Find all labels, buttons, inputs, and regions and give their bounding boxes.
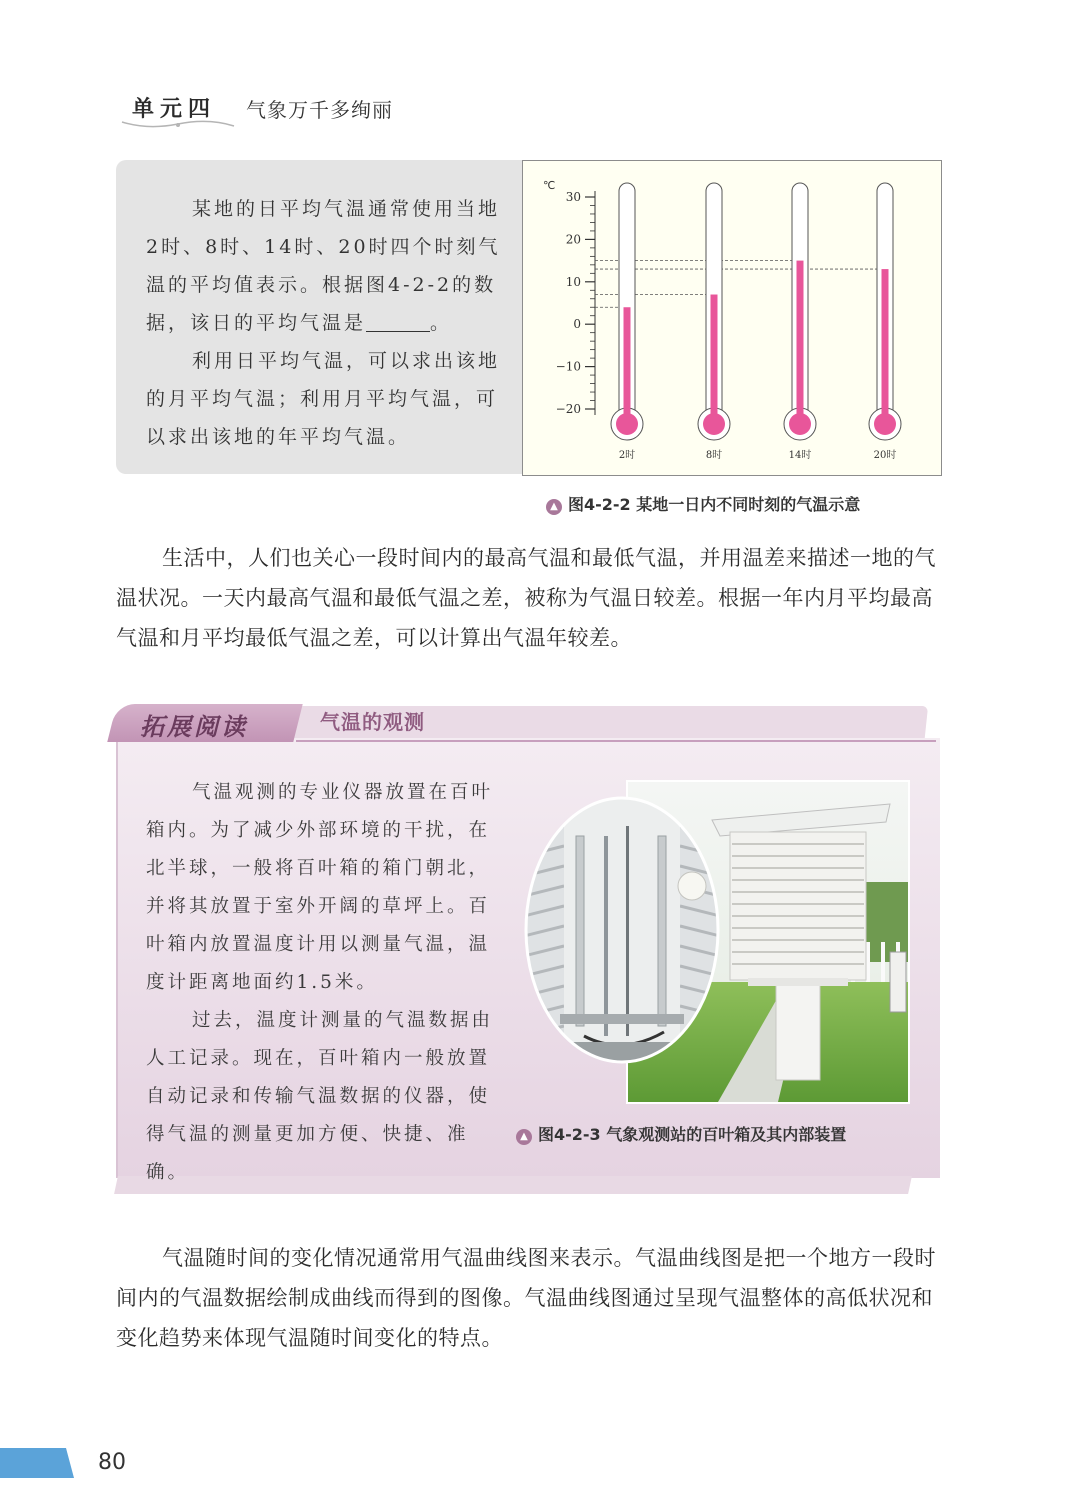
figure-4-2-3-caption-text: 图4-2-3 气象观测站的百叶箱及其内部装置 (538, 1125, 847, 1144)
page-number: 80 (98, 1450, 126, 1475)
exercise-text-part-b: 。 (430, 312, 453, 334)
extended-reading-title: 气温的观测 (320, 710, 425, 734)
decorative-swirl-icon (118, 116, 238, 132)
figure-4-2-2-caption (546, 492, 860, 515)
extended-reading-label: 拓展阅读 (140, 713, 248, 741)
thermometer-mercury-bar (882, 269, 889, 424)
x-category-label: 20时 (873, 450, 897, 461)
extended-reading-paragraph-2: 过去，温度计测量的气温数据由人工记录。现在，百叶箱内一般放置自动记录和传输气温数据的仪器，使得气温的测量更加方便、快捷、准确。 (146, 1010, 494, 1183)
thermometer-mercury-bar (711, 295, 718, 424)
y-tick-label: 10 (565, 274, 581, 289)
extended-reading-divider (296, 740, 936, 742)
unit-label: 单元四 (132, 97, 217, 122)
triangle-icon: ▲ (516, 1129, 532, 1145)
unit-header (118, 86, 518, 136)
exercise-text-part-a: 某地的日平均气温通常使用当地2时、8时、14时、20时四个时刻气温的平均值表示。根据图4-2-2的数据，该日的平均气温是 (146, 198, 501, 334)
y-tick-label: 20 (565, 232, 581, 247)
x-category-label: 8时 (705, 450, 723, 461)
figure-4-2-2-caption-text: 图4-2-2 某地一日内不同时刻的气温示意 (568, 495, 861, 514)
stevenson-screen-interior-inset (524, 796, 720, 1064)
y-tick-label: −10 (555, 359, 581, 374)
thermometer-mercury-bar (797, 261, 804, 424)
x-category-label: 2时 (618, 450, 636, 461)
exercise-paragraph-2: 利用日平均气温，可以求出该地的月平均气温；利用月平均气温，可以求出该地的年平均气温。 (146, 350, 501, 448)
y-tick-label: 0 (573, 317, 581, 332)
y-tick-label: −20 (555, 402, 581, 416)
unit-title: 气象万千多绚丽 (246, 98, 393, 122)
thermometer-mercury-bar (624, 307, 631, 424)
page-tab-marker (0, 1448, 74, 1478)
y-axis-unit: ℃ (543, 179, 556, 192)
body-paragraph-1: 生活中，人们也关心一段时间内的最高气温和最低气温，并用温差来描述一地的气温状况。一天内最高气温和最低气温之差，被称为气温日较差。根据一年内月平均最高气温和月平均最低气温之差，可以计算出气温年较差。 (116, 546, 936, 650)
figure-4-2-3-caption (516, 1122, 846, 1145)
answer-blank (366, 309, 430, 332)
exercise-paragraph-1 (146, 190, 502, 342)
body-paragraph-2: 气温随时间的变化情况通常用气温曲线图来表示。气温曲线图是把一个地方一段时间内的气温数据绘制成曲线而得到的图像。气温曲线图通过呈现气温整体的高低状况和变化趋势来体现气温随时间变化的特点。 (116, 1246, 936, 1350)
x-category-label: 14时 (788, 450, 812, 461)
thermometer-chart-svg (523, 161, 940, 474)
triangle-icon: ▲ (546, 499, 562, 515)
thermometer-chart (522, 160, 942, 476)
y-tick-label: 30 (565, 190, 581, 204)
extended-reading-paragraph-1: 气温观测的专业仪器放置在百叶箱内。为了减少外部环境的干扰，在北半球，一般将百叶箱的箱门朝北，并将其放置于室外开阔的草坪上。百叶箱内放置温度计用以测量气温，温度计距离地面约1.5米。 (146, 782, 494, 993)
